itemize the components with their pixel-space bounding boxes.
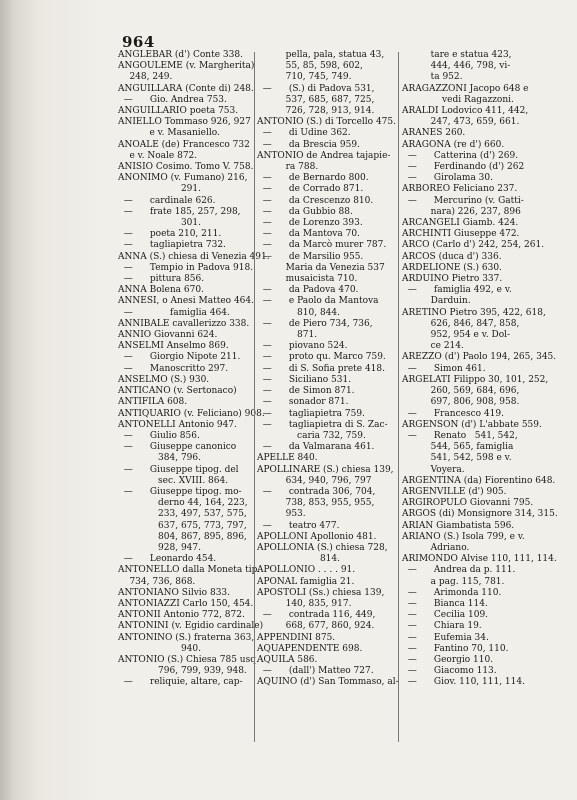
index-entry-line: 928, 947. [118,542,201,553]
index-entry-line: 804, 867, 895, 896, [118,531,247,542]
index-entry-line: ANSELMO (S.) 930. [118,374,210,385]
index-entry-line: ARAGONA (re d') 660. [402,139,505,150]
index-entry-line: — tagliapietra 759. [257,408,365,419]
index-entry-line: ANNA Bolena 670. [118,285,204,296]
index-entry-line: ANNA (S.) chiesa di Venezia 491. [118,251,270,262]
index-entry-line: — Chiara 19. [402,621,482,632]
index-entry-line: — tagliapietra 732. [118,240,226,251]
index-entry-line: ANONIMO (v. Fumano) 216, [118,173,248,184]
index-entry-line: nara) 226, 237, 896 [402,206,521,217]
index-entry-line: ANNESI, o Anesi Matteo 464. [118,296,254,307]
index-entry-line: ANOALE (de) Francesco 732 [118,139,250,150]
index-entry-line: derno 44, 164, 223, [118,498,248,509]
index-entry-line: AQUAPENDENTE 698. [257,643,363,654]
index-entry-line: 697, 806, 908, 958. [402,397,520,408]
index-entry-line: ARDELIONE (S.) 630. [402,262,502,273]
index-entry-line: Adriano. [402,542,470,553]
index-entry-line: ANTONIO (S.) Chiesa 785 usq. [118,654,259,665]
index-entry-line: — Giacomo 113. [402,666,497,677]
index-entry-line: — tagliapietra di S. Zac- [257,419,388,430]
page-number: 964 [122,33,155,51]
index-entry-line: ARIMONDO Alvise 110, 111, 114. [402,554,557,565]
index-entry-line: — da Padova 470. [257,285,359,296]
index-entry-line: vedi Ragazzoni. [402,94,514,105]
page-shadow-edge [0,0,100,800]
index-entry-line: ANISIO Cosimo. Tomo V. 758. [118,162,254,173]
index-entry-line: ANGUILLARA (Conte di) 248. [118,83,254,94]
index-entry-line: 140, 835, 917. [257,598,352,609]
index-entry-line: — piovano 524. [257,341,348,352]
index-entry-line: 953. [257,509,306,520]
index-entry-line: 626, 846, 847, 858, [402,318,520,329]
index-entry-line: ARIAN Giambatista 596. [402,520,515,531]
index-entry-line: ra 788. [257,162,319,173]
index-entry-line: ANTONIO de Andrea tajapie- [257,150,391,161]
index-entry-line: ANTICANO (v. Sertonaco) [118,386,237,397]
index-entry-line: — (S.) di Padova 531, [257,83,375,94]
index-entry-line: ARGENTINA (da) Fiorentino 648. [402,475,556,486]
index-entry-line: ARCHINTI Giuseppe 472. [402,229,520,240]
index-entry-line: 796, 799, 939, 948. [118,666,247,677]
index-entry-line: — da Mantova 70. [257,229,360,240]
index-entry-line: ANGUILLARIO poeta 753. [118,106,239,117]
index-entry-line: — Bianca 114. [402,598,488,609]
index-entry-line: ARGENVILLE (d') 905. [402,486,507,497]
index-entry-line: — de Piero 734, 736, [257,318,373,329]
index-entry-line: — de Bernardo 800. [257,173,369,184]
index-entry-line: — reliquie, altare, cap- [118,677,243,688]
index-entry-line: ANTONII Antonio 772, 872. [118,610,245,621]
index-entry-line: — Giuseppe canonico [118,442,237,453]
index-entry-line: — Ferdinando (d') 262 [402,162,525,173]
index-entry-line: — (dall') Matteo 727. [257,666,374,677]
index-entry-line: — di Udine 362. [257,128,351,139]
index-entry-line: — Renato 541, 542, [402,430,518,441]
index-entry-line: 940. [118,643,201,654]
index-entry-line: ARGOS (di) Monsignore 314, 315. [402,509,558,520]
index-entry-line: 384, 796. [118,453,201,464]
index-entry-line: 55, 85, 598, 602, [257,61,363,72]
index-entry-line: musaicista 710. [257,274,358,285]
index-entry-line: 726, 728, 913, 914. [257,106,375,117]
index-entry-line: ARGIROPULO Giovanni 795. [402,498,534,509]
index-entry-line: ARCANGELI Giamb. 424. [402,218,519,229]
index-entry-line: ANTONINI (v. Egidio cardinale) [118,621,264,632]
index-entry-line: 734, 736, 868. [118,576,196,587]
index-entry-line: — Francesco 419. [402,408,504,419]
index-entry-line: — Eufemia 34. [402,632,489,643]
index-entry-line: APOLLONIA (S.) chiesa 728, [257,542,388,553]
index-entry-line: 233, 497, 537, 575, [118,509,247,520]
index-entry-line: — Catterina (d') 269. [402,150,519,161]
index-entry-line: ANNIBALE cavallerizzo 338. [118,318,250,329]
index-entry-line: 634, 940, 796, 797 [257,475,372,486]
index-entry-line: 668, 677, 860, 924. [257,621,375,632]
index-entry-line: ANSELMI Anselmo 869. [118,341,229,352]
index-entry-line: ANNIO Giovanni 624. [118,330,218,341]
index-entry-line: AQUILA 586. [257,654,318,665]
index-entry-line: — de Lorenzo 393. [257,218,363,229]
index-entry-line: — Giov. 110, 111, 114. [402,677,525,688]
index-entry-line: — frate 185, 257, 298, [118,206,241,217]
index-entry-line: — proto qu. Marco 759. [257,352,386,363]
column-divider [398,52,399,742]
index-entry-line: APELLE 840. [257,453,318,464]
index-entry-line: — Girolama 30. [402,173,493,184]
index-entry-line: Darduin. [402,296,471,307]
index-entry-line: APONAL famiglia 21. [257,576,355,587]
index-entry-line: — Andrea da p. 111. [402,565,516,576]
index-entry-line: ANIELLO Tommaso 926, 927 [118,117,251,128]
index-entry-line: 301. [118,218,201,229]
index-entry-line: 871. [257,330,318,341]
index-entry-line: 537, 685, 687, 725, [257,94,375,105]
index-entry-line: — famiglia 492, e v. [402,285,512,296]
index-entry-line: — Simon 461. [402,363,486,374]
index-entry-line: ANTIFILA 608. [118,397,188,408]
column-divider [254,52,255,742]
index-entry-line: — cardinale 626. [118,195,216,206]
index-entry-line: APPENDINI 875. [257,632,336,643]
index-entry-line: APOLLONIO . . . . 91. [257,565,356,576]
index-entry-line: 248, 249. [118,72,173,83]
index-entry-line: — Giorgio Nipote 211. [118,352,241,363]
index-entry-line: — teatro 477. [257,520,340,531]
index-entry-line: ANTONIAZZI Carlo 150, 454. [118,598,254,609]
index-entry-line: ANGOULEME (v. Margherita) [118,61,255,72]
index-entry-line: — Leonardo 454. [118,554,217,565]
index-entry-line: — Mercurino (v. Gatti- [402,195,524,206]
index-entry-line: — Giuseppe tipog. del [118,464,239,475]
index-entry-line: ANTONIANO Silvio 833. [118,587,231,598]
index-entry-line: — e Paolo da Mantova [257,296,379,307]
index-entry-line: — pittura 856. [118,274,205,285]
index-entry-line: ARAGAZZONI Jacopo 648 e [402,83,529,94]
index-entry-line: 738, 853, 955, 955, [257,498,375,509]
index-entry-line: APOSTOLI (Ss.) chiesa 139, [257,587,385,598]
index-entry-line: caria 732, 759. [257,430,366,441]
index-entry-line: 291. [118,184,201,195]
index-column-3 [402,50,558,689]
index-entry-line: 710, 745, 749. [257,72,352,83]
index-entry-line: ce 214. [402,341,464,352]
index-entry-line: — Arimonda 110. [402,587,502,598]
index-entry-line: e v. Masaniello. [118,128,220,139]
index-entry-line: 444, 446, 798, vi- [402,61,511,72]
index-entry-line: sec. XVIII. 864. [118,475,229,486]
index-entry-line: — da Gubbio 88. [257,206,353,217]
index-entry-line: ARETINO Pietro 395, 422, 618, [402,307,546,318]
index-entry-line: ARCOS (duca d') 336. [402,251,502,262]
index-entry-line: — de Marsilio 955. [257,251,364,262]
index-entry-line: ANTIQUARIO (v. Feliciano) 908. [118,408,265,419]
index-entry-line: — da Valmarana 461. [257,442,375,453]
index-entry-line: ARDUINO Pietro 337. [402,274,503,285]
index-entry-line: 637, 675, 773, 797, [118,520,247,531]
index-entry-line: — de Corrado 871. [257,184,364,195]
index-entry-line: ARALDI Lodovico 411, 442, [402,106,529,117]
index-entry-line: ARCO (Carlo d') 242, 254, 261. [402,240,545,251]
index-entry-line: 814. [257,554,340,565]
index-entry-line: AREZZO (d') Paolo 194, 265, 345. [402,352,557,363]
index-entry-line: — Giuseppe tipog. mo- [118,486,242,497]
index-entry-line: ANTONELLO dalla Moneta tip. [118,565,261,576]
index-entry-line: — famiglia 464. [118,307,230,318]
index-entry-line: — de Simon 871. [257,386,355,397]
index-entry-line: — Siciliano 531. [257,374,352,385]
index-entry-line: — di S. Sofia prete 418. [257,363,385,374]
index-entry-line: — contrada 116, 449, [257,610,376,621]
index-entry-line: ANTONINO (S.) fraterna 363, [118,632,255,643]
index-entry-line: ARANES 260. [402,128,466,139]
index-entry-line: Voyera. [402,464,465,475]
index-entry-line: ARGENSON (d') L'abbate 559. [402,419,542,430]
index-entry-line: — Cecilia 109. [402,610,489,621]
index-entry-line: 544, 565, famiglia [402,442,514,453]
index-entry-line: — Tempio in Padova 918. [118,262,254,273]
index-column-2 [257,50,399,689]
index-entry-line: APOLLINARE (S.) chiesa 139, [257,464,394,475]
index-entry-line: — Manoscritto 297. [118,363,229,374]
index-entry-line: ANTONIO (S.) di Torcello 475. [257,117,396,128]
index-entry-line: a pag. 115, 781. [402,576,505,587]
index-entry-line: ARIANO (S.) Isola 799, e v. [402,531,525,542]
index-entry-line: — sonador 871. [257,397,349,408]
index-entry-line: ANTONELLI Antonio 947. [118,419,237,430]
index-entry-line: — Giulio 856. [118,430,200,441]
index-entry-line: ARBOREO Feliciano 237. [402,184,518,195]
index-entry-line: — da Marcò murer 787. [257,240,387,251]
index-entry-line: 810, 844. [257,307,340,318]
index-column-1 [118,50,270,689]
index-entry-line: — poeta 210, 211. [118,229,222,240]
index-entry-line: 952, 954 e v. Dol- [402,330,511,341]
index-entry-line: tare e statua 423, [402,50,512,60]
index-entry-line: — da Brescia 959. [257,139,360,150]
index-entry-line: APOLLONI Apollonio 481. [257,531,377,542]
index-entry-line: ARGELATI Filippo 30, 101, 252, [402,374,549,385]
index-entry-line: e v. Noale 872. [118,150,198,161]
index-entry-line: ta 952. [402,72,463,83]
index-entry-line: pella, pala, statua 43, [257,50,385,60]
index-entry-line: 260, 569, 684, 696, [402,386,520,397]
index-entry-line: 541, 542, 598 e v. [402,453,512,464]
index-entry-line: — da Crescenzo 810. [257,195,374,206]
index-entry-line: — Fantino 70, 110. [402,643,509,654]
index-entry-line: — Gio. Andrea 753. [118,94,227,105]
index-entry-line: ANGLEBAR (d') Conte 338. [118,50,243,60]
index-entry-line: Maria da Venezia 537 [257,262,385,273]
index-entry-line: — contrada 306, 704, [257,486,376,497]
index-entry-line: AQUINO (d') San Tommaso, al- [257,677,399,688]
index-entry-line: — Georgio 110. [402,654,494,665]
index-entry-line: 247, 473, 659, 661. [402,117,520,128]
